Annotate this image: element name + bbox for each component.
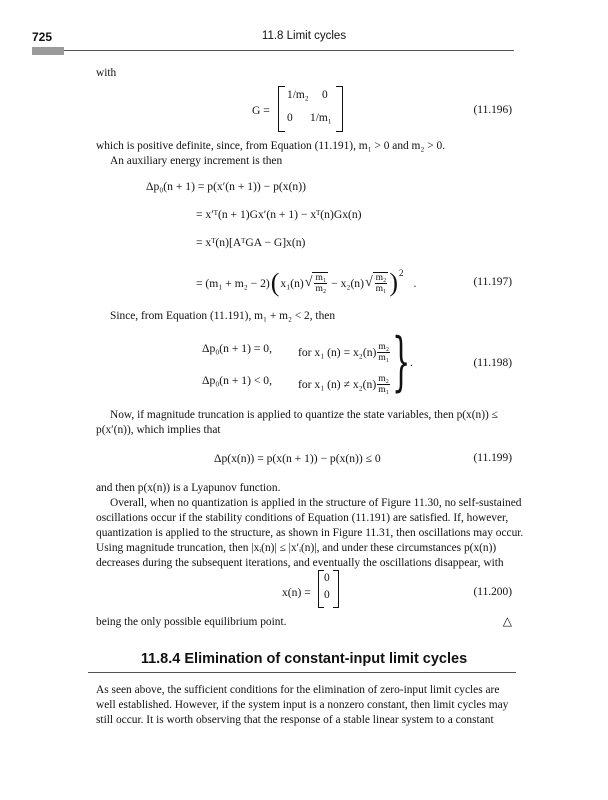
now-text-line1: Now, if magnitude truncation is applied to quantize the state variables, then p(x(n)) ≤ [110, 409, 498, 421]
eq197-x1: x₁(n) [280, 276, 304, 290]
eq198-row1-den: m₁ [378, 353, 390, 363]
eq197-line4: = (m₁ + m₂ − 2) ( x₁(n) √ $\frac{\text{m₁}}{\text{m₂}}$ − x₂(n) √ $\frac{\text{m₂}}{\text{m₁}}$ ) $^2$ . [196, 268, 417, 297]
lyapunov-text: and then p(x(n)) is a Lyapunov function. [96, 482, 281, 494]
final-line-3: still occur. It is worth observing that the response of a stable linear system to a constant [96, 714, 494, 726]
final-line-2: well established. However, if the system input is a nonzero constant, then limit cycles may [96, 699, 509, 711]
eq197-sqrt2 [373, 272, 389, 294]
eq196-m22: 1/m₁ [310, 112, 332, 124]
eq199-number: (11.199) [473, 452, 512, 464]
eq197-line1: Δp₀(n + 1) = p(x′(n + 1)) − p(x(n)) [146, 180, 306, 193]
eq197-line2: = x′ᵀ(n + 1)Gx′(n + 1) − xᵀ(n)Gx(n) [196, 208, 362, 221]
overall-line-2: oscillations occur if the stability conditions of Equation (11.191) are satisfied. If, however, [96, 512, 509, 524]
eq196-m12: 0 [322, 89, 328, 101]
eq200-number: (11.200) [473, 586, 512, 598]
eq197-sqrt2-sign: √ [364, 275, 373, 290]
eq198-row2-cond [298, 374, 391, 395]
section-title: 11.8.4 Elimination of constant-input limit cycles [140, 651, 468, 667]
eq200-v2: 0 [324, 589, 330, 601]
eq197-number: (11.197) [473, 276, 512, 288]
eq196-left-bracket [278, 86, 285, 132]
running-head: 11.8 Limit cycles [261, 30, 347, 42]
eq197-sqrt1-num: m₁ [315, 273, 327, 283]
eq198-row2-lhs: Δp₀(n + 1) < 0, [202, 374, 272, 387]
eq197-sqrt2-den: m₁ [375, 284, 387, 294]
eq197-x2: − x₂(n) [331, 276, 364, 290]
header-bar [32, 47, 64, 55]
eq197-line4-coef: = (m₁ + m₂ − 2) [196, 276, 270, 290]
eq200-v1: 0 [324, 572, 330, 584]
eq196-number: (11.196) [473, 104, 512, 116]
eq197-sqrt1-den: m₂ [315, 284, 327, 294]
overall-line-3: quantization is applied to the structure, as shown in Figure 11.31, then oscillations may occur. [96, 527, 524, 539]
eq199-body: Δp(x(n)) = p(x(n + 1)) − p(x(n)) ≤ 0 [214, 452, 381, 465]
end-of-proof-icon: △ [502, 614, 512, 628]
eq198-row2-cond-text: for x₁ (n) ≠ x₂(n) [298, 378, 377, 391]
eq196-m11: 1/m₂ [287, 89, 309, 101]
header-rule [64, 50, 514, 51]
final-line-1: As seen above, the sufficient conditions for the elimination of zero-input limit cycles are [96, 684, 500, 696]
with-text: with [96, 67, 117, 79]
eq197-sqrt1-sign: √ [304, 275, 313, 290]
eq197-exponent: 2 [399, 268, 404, 278]
overall-line-1: Overall, when no quantization is applied in the structure of Figure 11.30, no self-sustained [110, 497, 522, 509]
section-rule [88, 672, 516, 673]
eq198-row1-cond-text: for x₁ (n) = x₂(n) [298, 346, 377, 359]
eq197-line3: = xᵀ(n)[AᵀGA − G]x(n) [196, 236, 306, 249]
aux-energy-text: An auxiliary energy increment is then [110, 155, 283, 167]
page-number: 725 [32, 30, 53, 44]
eq197-close-paren: ) [389, 268, 399, 297]
eq197-sqrt2-num: m₂ [375, 273, 387, 283]
eq200-lhs: x(n) = [282, 586, 311, 599]
eq198-number: (11.198) [473, 357, 512, 369]
eq197-open-paren: ( [270, 268, 280, 297]
eq198-row1-lhs: Δp₀(n + 1) = 0, [202, 342, 272, 355]
eq198-row1-num: m₂ [378, 342, 390, 352]
eq198-right-brace: } [392, 325, 411, 399]
overall-line-4: Using magnitude truncation, then |xᵢ(n)| ≤ |x′ᵢ(n)|, and under these circumstances p(x(n)) [96, 542, 497, 554]
since-text: Since, from Equation (11.191), m₁ + m₂ < 2, then [110, 310, 336, 322]
eq198-row2-num: m₂ [378, 374, 389, 384]
eq196-right-bracket [336, 86, 343, 132]
positive-definite-text: which is positive definite, since, from Equation (11.191), m₁ > 0 and m₂ > 0. [96, 140, 446, 152]
overall-line-5: decreases during the subsequent iterations, and eventually the oscillations disappear, with [96, 557, 504, 569]
eq200-right-bracket [333, 570, 339, 608]
eq198-row2-den: m₁ [378, 385, 389, 395]
eq198-row1-cond [298, 342, 391, 363]
eq196-m21: 0 [287, 112, 293, 124]
now-text-line2: p(x′(n)), which implies that [96, 424, 221, 436]
eq196-lhs: G = [252, 104, 270, 117]
eq197-sqrt1 [312, 272, 328, 294]
equilibrium-text: being the only possible equilibrium point. [96, 616, 287, 628]
